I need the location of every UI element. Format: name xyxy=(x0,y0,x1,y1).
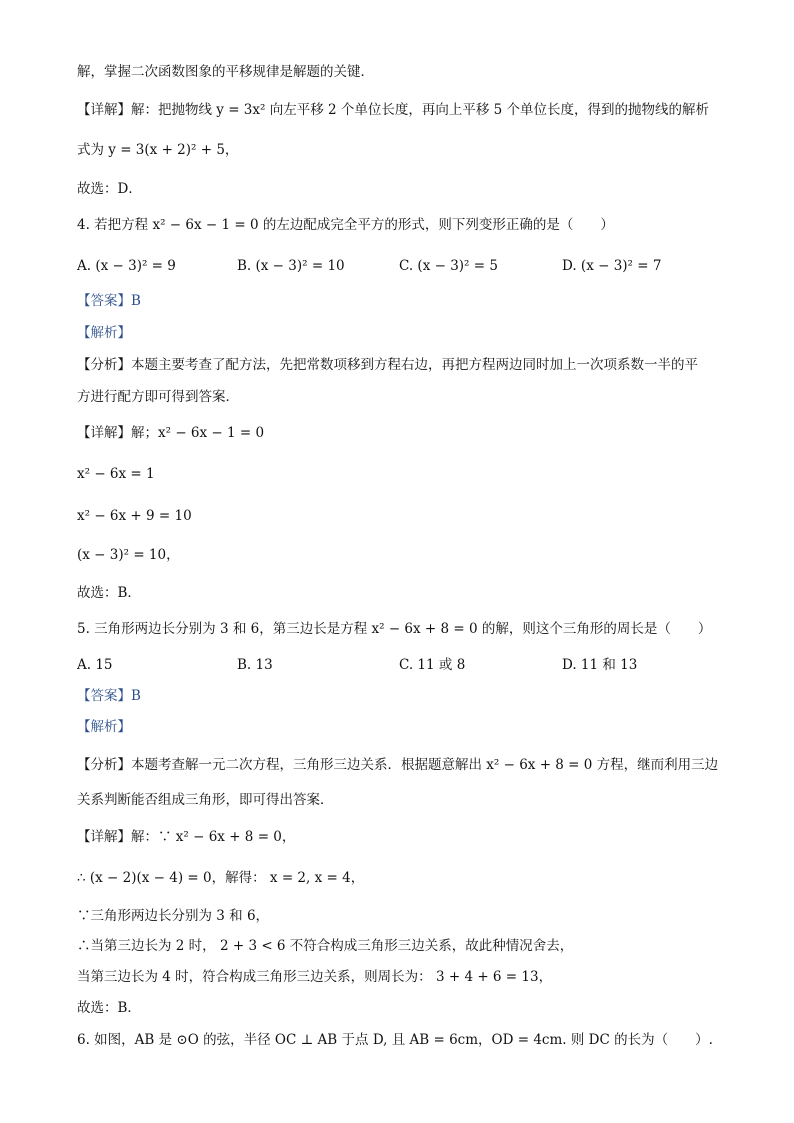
analysis-label: 【解析】 xyxy=(77,719,131,735)
answer-label: 【答案】B xyxy=(77,293,141,309)
text-line: 故选：B． xyxy=(77,585,141,601)
q4-option-d: D. (x − 3)² = 7 xyxy=(562,258,662,274)
text-line: 方进行配方即可得到答案． xyxy=(77,389,239,405)
q4-option-b: B. (x − 3)² = 10 xyxy=(237,258,345,274)
text-line: 当第三边长为 4 时，符合构成三角形三边关系，则周长为： 3 + 4 + 6 = 13， xyxy=(77,969,553,985)
text-line: 解，掌握二次函数图象的平移规律是解题的关键． xyxy=(77,64,374,80)
q5-option-b: B. 13 xyxy=(237,657,273,673)
text-line: (x − 3)² = 10， xyxy=(77,547,180,563)
answer-label: 【答案】B xyxy=(77,688,141,704)
text-line: ∵三角形两边长分别为 3 和 6， xyxy=(77,908,270,924)
question-6: 6. 如图，AB 是 ⊙O 的弦，半径 OC ⊥ AB 于点 D, 且 AB = 6cm，OD = 4cm. 则 DC 的长为（ ）. xyxy=(77,1032,713,1048)
question-4: 4. 若把方程 x² − 6x − 1 = 0 的左边配成完全平方的形式，则下列变形正确的是（ ） xyxy=(77,217,614,233)
text-line: 【分析】本题考查解一元二次方程，三角形三边关系．根据题意解出 x² − 6x + 8 = 0 方程，继而利用三边 xyxy=(77,757,719,773)
text-line: ∴当第三边长为 2 时， 2 + 3 < 6 不符合构成三角形三边关系，故此种情况舍去， xyxy=(77,938,574,954)
q5-option-a: A. 15 xyxy=(77,657,113,673)
text-line: 【详解】解；x² − 6x − 1 = 0 xyxy=(77,425,265,441)
text-line: ∴ (x − 2)(x − 4) = 0，解得： x = 2, x = 4， xyxy=(77,870,365,886)
text-line: x² − 6x = 1 xyxy=(77,466,155,482)
q4-option-c: C. (x − 3)² = 5 xyxy=(399,258,498,274)
analysis-label: 【解析】 xyxy=(77,325,131,341)
text-line: 故选：D． xyxy=(77,181,142,197)
text-line: x² − 6x + 9 = 10 xyxy=(77,508,192,524)
q5-option-d: D. 11 和 13 xyxy=(562,657,638,673)
text-line: 【详解】解：把抛物线 y = 3x² 向左平移 2 个单位长度，再向上平移 5 个单位长度，得到的抛物线的解析 xyxy=(77,102,710,118)
q5-option-c: C. 11 或 8 xyxy=(399,657,466,673)
text-line: 【分析】本题主要考查了配方法，先把常数项移到方程右边，再把方程两边同时加上一次项系数一半的平 xyxy=(77,357,698,373)
text-line: 关系判断能否组成三角形，即可得出答案． xyxy=(77,792,334,808)
text-line: 式为 y = 3(x + 2)² + 5， xyxy=(77,142,239,158)
text-line: 故选：B． xyxy=(77,1000,141,1016)
text-line: 【详解】解：∵ x² − 6x + 8 = 0， xyxy=(77,829,296,845)
q4-option-a: A. (x − 3)² = 9 xyxy=(77,258,176,274)
question-5: 5. 三角形两边长分别为 3 和 6，第三边长是方程 x² − 6x + 8 = 0 的解，则这个三角形的周长是（ ） xyxy=(77,621,712,637)
